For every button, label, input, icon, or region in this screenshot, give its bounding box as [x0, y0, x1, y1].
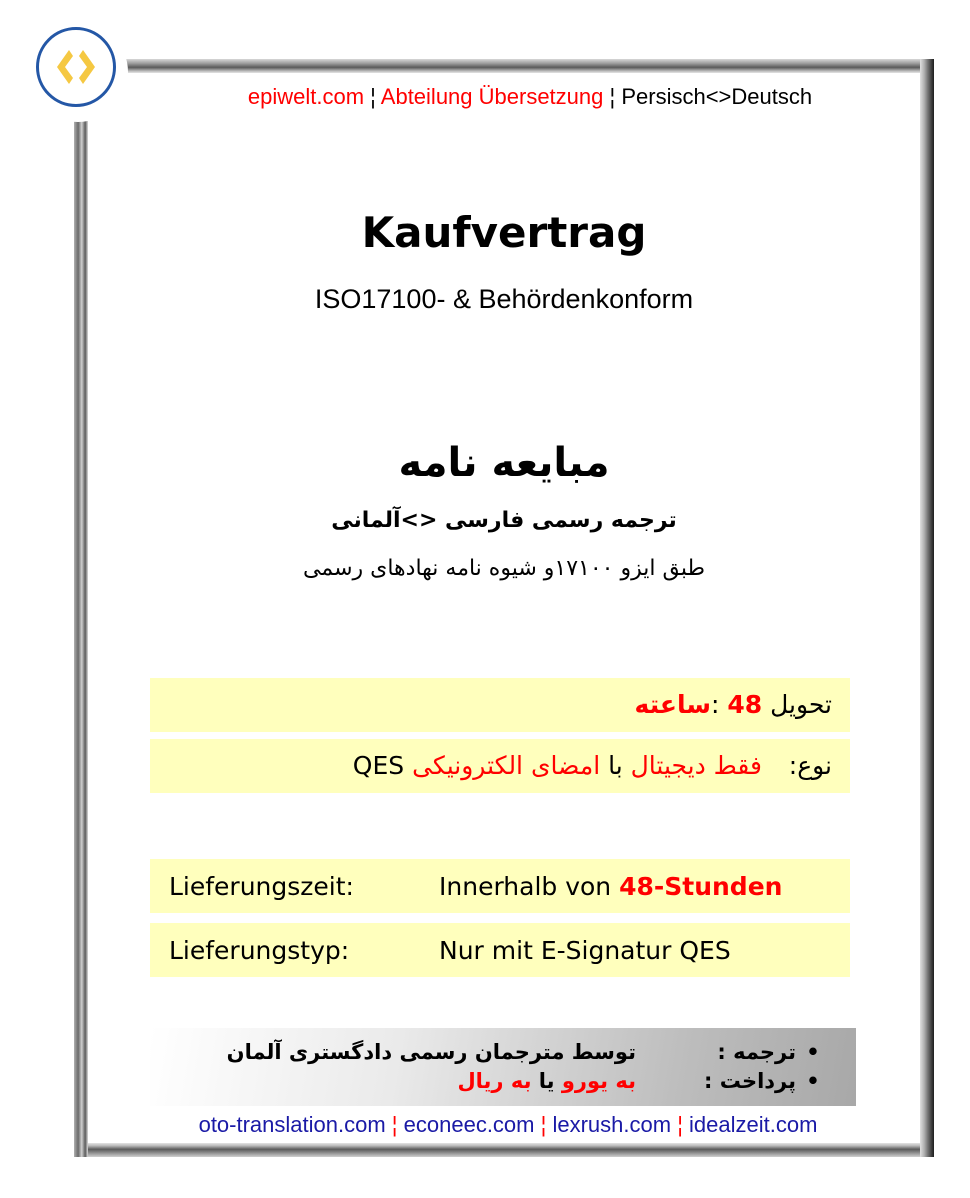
- document-subtitle-de: ISO17100- & Behördenkonform: [314, 284, 694, 314]
- frame-bottom-border: [74, 1143, 934, 1157]
- separator: ¦: [540, 1112, 547, 1137]
- bullet-icon: •: [806, 1069, 820, 1093]
- de-delivery-type-value: Nur mit E-Signatur QES: [439, 936, 731, 965]
- fa-type-esignature: امضای الکترونیکی: [412, 751, 601, 780]
- document-note-fa: طبق ایزو ۱۷۱۰۰و شیوه نامه نهادهای رسمی: [303, 556, 705, 581]
- footer-links: [150, 1112, 866, 1138]
- info-translation: [150, 1038, 830, 1067]
- fa-type-qes: QES: [352, 751, 413, 780]
- info-payment-label: پرداخت :: [704, 1069, 796, 1093]
- de-delivery-time-row: [150, 859, 850, 913]
- fa-delivery-row: [150, 678, 850, 732]
- code-brackets-icon: [51, 42, 101, 92]
- info-box: [150, 1028, 856, 1106]
- separator: ¦: [391, 1112, 398, 1137]
- fa-delivery-unit: ساعته: [634, 690, 711, 719]
- document-title-fa: مبایعه نامه: [398, 440, 610, 486]
- frame-top-border: [74, 59, 934, 73]
- footer-link-lexrush[interactable]: lexrush.com: [552, 1112, 672, 1137]
- info-translation-label: ترجمه :: [717, 1040, 796, 1064]
- fa-delivery-colon: :: [710, 690, 728, 719]
- department-link[interactable]: Abteilung Übersetzung: [380, 84, 604, 109]
- bullet-icon: •: [806, 1040, 820, 1064]
- info-payment-or: یا: [531, 1069, 562, 1093]
- fa-type-with: با: [600, 751, 631, 780]
- de-delivery-time-prefix: Innerhalb von: [439, 872, 620, 901]
- language-pair: Persisch<>Deutsch: [621, 84, 813, 109]
- fa-type-row: [150, 739, 850, 793]
- document-subtitle-fa: ترجمه رسمی فارسی <>آلمانی: [331, 508, 677, 533]
- fa-delivery-label: تحویل: [770, 690, 832, 719]
- de-delivery-time-label: Lieferungszeit:: [169, 872, 354, 901]
- de-delivery-type-label: Lieferungstyp:: [169, 936, 350, 965]
- info-payment-rial: به ریال: [457, 1069, 532, 1093]
- info-translation-value: توسط مترجمان رسمی دادگستری آلمان: [226, 1040, 636, 1064]
- fa-type-label: نوع:: [788, 751, 832, 780]
- logo: [36, 27, 116, 107]
- de-delivery-type-row: [150, 923, 850, 977]
- frame-right-border: [920, 59, 934, 1157]
- info-payment: [150, 1067, 830, 1096]
- fa-type-digital: فقط دیجیتال: [630, 751, 762, 780]
- footer-link-oto-translation[interactable]: oto-translation.com: [198, 1112, 386, 1137]
- footer-link-econeec[interactable]: econeec.com: [403, 1112, 535, 1137]
- separator: ¦: [677, 1112, 683, 1137]
- header-line: [150, 84, 910, 110]
- info-payment-euro: به یورو: [561, 1069, 636, 1093]
- document-title-de: Kaufvertrag: [361, 208, 647, 257]
- frame-left-border: [74, 59, 88, 1157]
- separator: ¦: [370, 84, 376, 109]
- footer-link-idealzeit[interactable]: idealzeit.com: [689, 1112, 818, 1137]
- site-link[interactable]: epiwelt.com: [247, 84, 365, 109]
- de-delivery-time-highlight: 48-Stunden: [619, 872, 783, 901]
- separator: ¦: [609, 84, 616, 109]
- fa-delivery-number: 48: [727, 690, 763, 719]
